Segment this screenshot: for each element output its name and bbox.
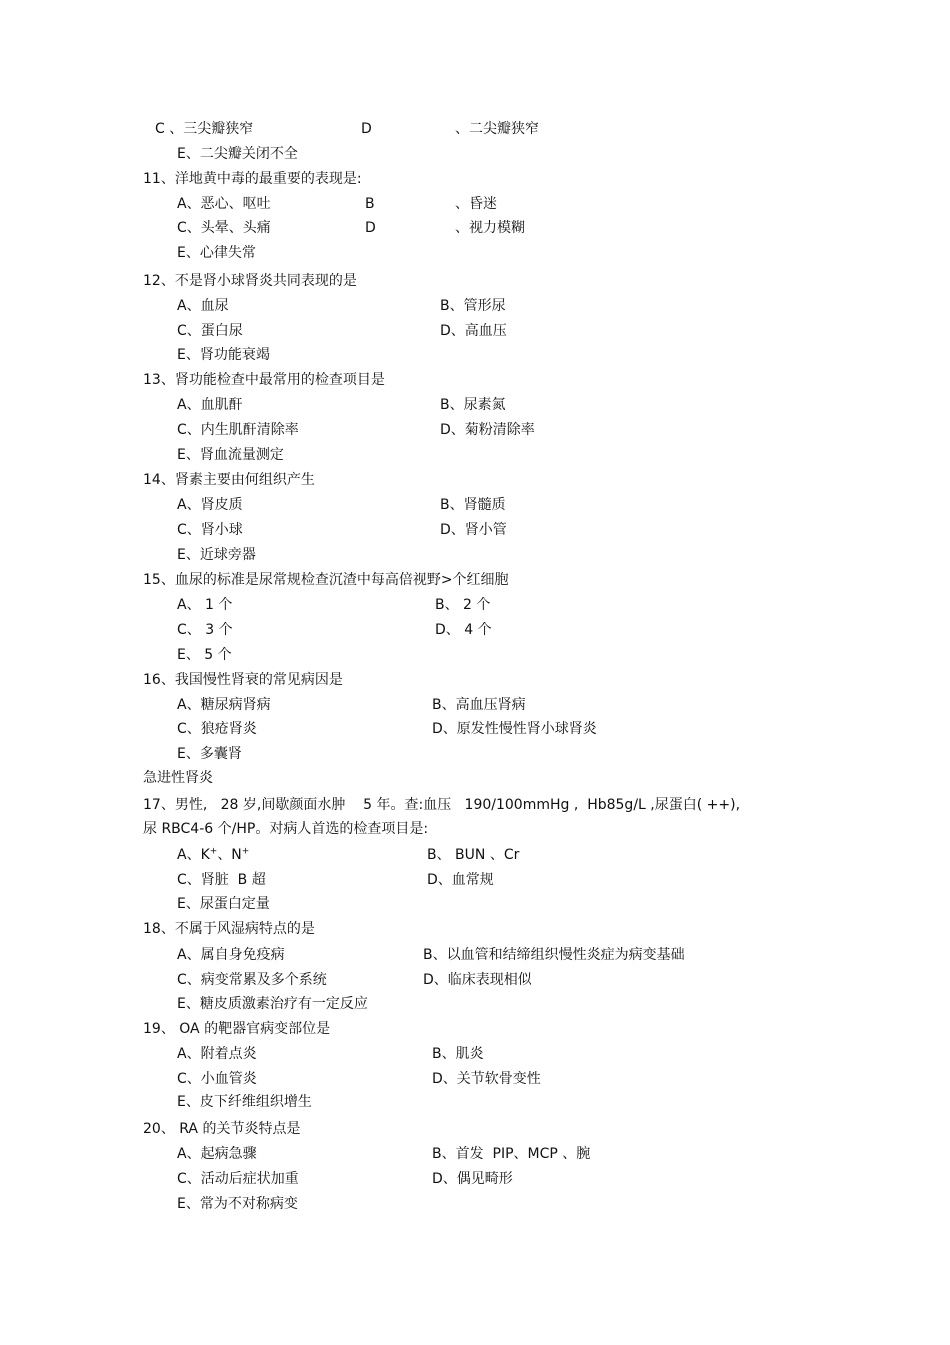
question-stem-13: 13、肾功能检查中最常用的检查项目是	[143, 372, 385, 388]
option-a: A、起病急骤	[177, 1146, 257, 1162]
option-e: E、常为不对称病变	[177, 1196, 298, 1212]
question-stem-17-line2: 尿 RBC4-6 个/HP。对病人首选的检查项目是:	[143, 821, 429, 837]
option-a: A、附着点炎	[177, 1046, 257, 1062]
option-e: E、肾血流量测定	[177, 447, 284, 463]
option-b: B、 BUN 、Cr	[427, 847, 520, 863]
option-c: C、病变常累及多个系统	[177, 972, 327, 988]
option-e: E、二尖瓣关闭不全	[177, 146, 298, 162]
option-e: E、 5 个	[177, 647, 232, 663]
option-e: E、多囊肾	[177, 746, 242, 762]
option-c: C、内生肌酐清除率	[177, 422, 299, 438]
option-c: C 、三尖瓣狭窄	[155, 121, 254, 137]
question-stem-11: 11、洋地黄中毒的最重要的表现是:	[143, 171, 362, 187]
option-d: D、原发性慢性肾小球肾炎	[432, 721, 597, 737]
option-d: D、关节软骨变性	[432, 1071, 541, 1087]
option-c: C、头晕、头痛	[177, 220, 271, 236]
option-c: C、蛋白尿	[177, 323, 243, 339]
option-d-letter: D	[361, 121, 372, 137]
option-c: C、肾小球	[177, 522, 243, 538]
option-c: C、肾脏 B 超	[177, 872, 266, 888]
option-b: B、首发 PIP、MCP 、腕	[432, 1146, 591, 1162]
question-stem-15: 15、血尿的标准是尿常规检查沉渣中每高倍视野>个红细胞	[143, 572, 509, 588]
option-c: C、 3 个	[177, 622, 233, 638]
option-a: A、 1 个	[177, 597, 233, 613]
option-d: D、偶见畸形	[432, 1171, 513, 1187]
option-b: B、肾髓质	[440, 497, 506, 513]
option-d: D、 4 个	[435, 622, 492, 638]
option-b: B、高血压肾病	[432, 697, 526, 713]
option-b: B、管形尿	[440, 298, 506, 314]
option-e: E、糖皮质激素治疗有一定反应	[177, 996, 368, 1012]
option-e: E、肾功能衰竭	[177, 347, 270, 363]
option-d: D、临床表现相似	[423, 972, 532, 988]
option-e: E、心律失常	[177, 245, 256, 261]
option-b: B、 2 个	[435, 597, 491, 613]
option-d: D、肾小管	[440, 522, 507, 538]
question-stem-18: 18、不属于风湿病特点的是	[143, 921, 315, 937]
option-a: A、糖尿病肾病	[177, 697, 271, 713]
option-a: A、肾皮质	[177, 497, 243, 513]
option-e: E、近球旁器	[177, 547, 256, 563]
option-d: D、菊粉清除率	[440, 422, 535, 438]
option-c: C、狼疮肾炎	[177, 721, 257, 737]
option-d-text: 、二尖瓣狭窄	[455, 121, 539, 137]
question-stem-14: 14、肾素主要由何组织产生	[143, 472, 315, 488]
question-stem-16: 16、我国慢性肾衰的常见病因是	[143, 672, 343, 688]
section-heading: 急进性肾炎	[143, 770, 213, 786]
option-a: A、血肌酐	[177, 397, 243, 413]
option-a: A、属自身免疫病	[177, 947, 285, 963]
option-b-text: 、昏迷	[455, 196, 497, 212]
option-b: B、尿素氮	[440, 397, 506, 413]
option-b-letter: B	[365, 196, 375, 212]
option-d: D、血常规	[427, 872, 494, 888]
option-d-text: 、视力模糊	[455, 220, 525, 236]
option-c: C、活动后症状加重	[177, 1171, 299, 1187]
option-d: D、高血压	[440, 323, 507, 339]
question-stem-12: 12、不是肾小球肾炎共同表现的是	[143, 273, 357, 289]
question-stem-19: 19、 OA 的靶器官病变部位是	[143, 1021, 331, 1037]
option-b: B、以血管和结缔组织慢性炎症为病变基础	[423, 947, 685, 963]
question-stem-17-line1: 17、男性, 28 岁,间歇颜面水肿 5 年。查:血压 190/100mmHg , Hb85g/L ,尿蛋白( ++),	[143, 797, 741, 813]
option-a: A、恶心、呕吐	[177, 196, 271, 212]
option-b: B、肌炎	[432, 1046, 484, 1062]
option-d-letter: D	[365, 220, 376, 236]
option-a: A、血尿	[177, 298, 229, 314]
option-a: A、K+、N+	[177, 846, 250, 863]
option-c: C、小血管炎	[177, 1071, 257, 1087]
option-e: E、皮下纤维组织增生	[177, 1094, 312, 1110]
option-e: E、尿蛋白定量	[177, 896, 270, 912]
question-stem-20: 20、 RA 的关节炎特点是	[143, 1121, 301, 1137]
